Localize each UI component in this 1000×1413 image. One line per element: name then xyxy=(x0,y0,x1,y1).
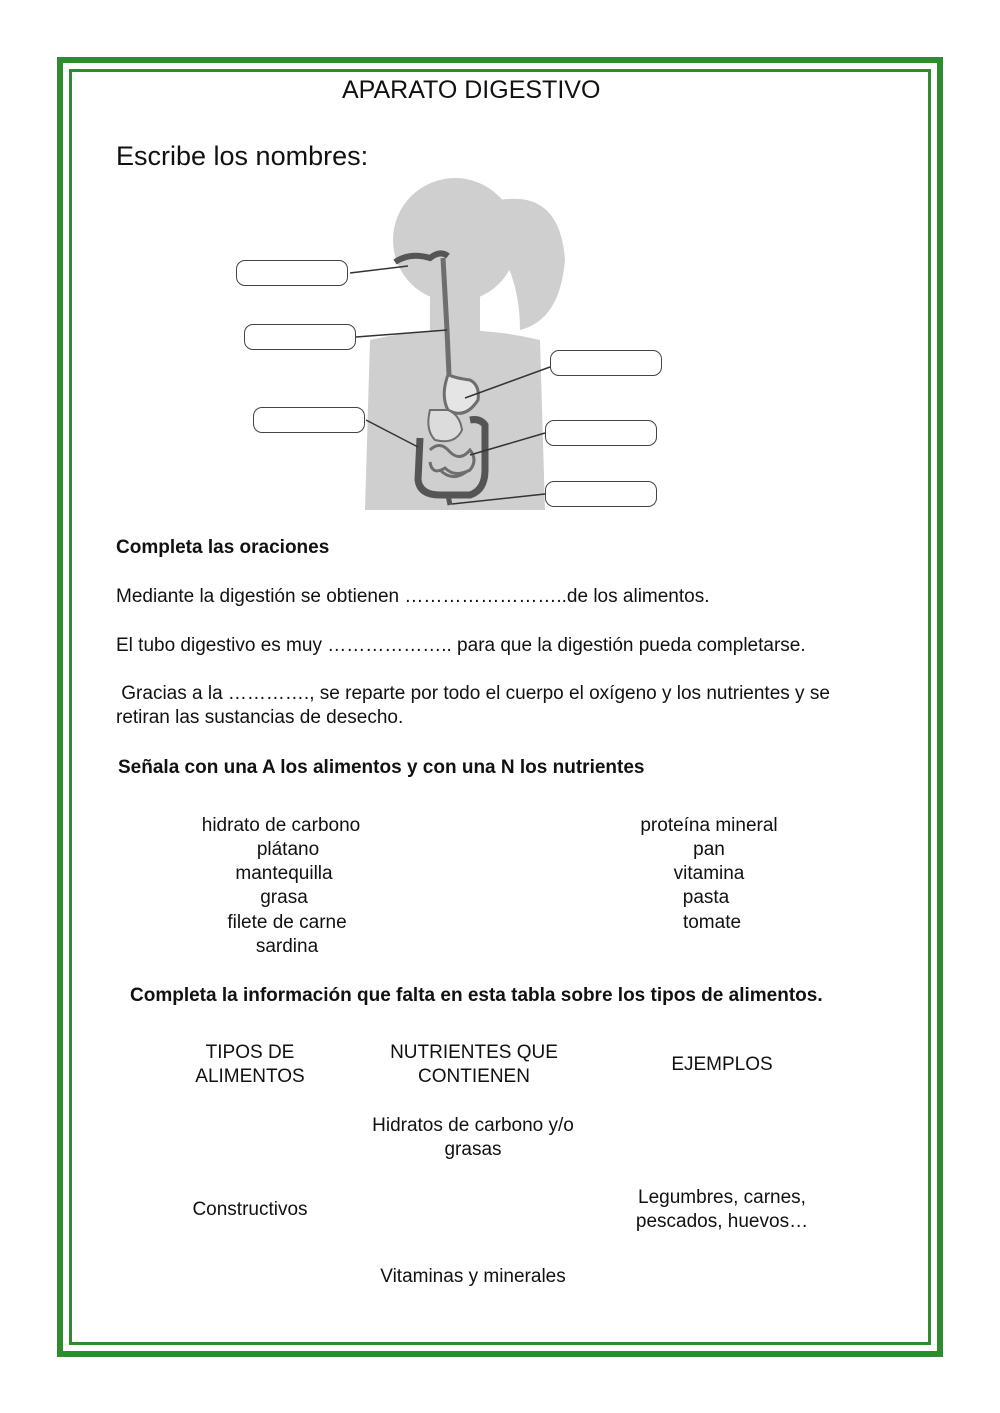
table-header-nutrients-line-1: NUTRIENTES QUE xyxy=(390,1042,558,1063)
table-cell-row2-type: Constructivos xyxy=(192,1199,308,1220)
section-heading-food-nutrients: Señala con una A los alimentos y con una N los nutrientes xyxy=(118,757,645,778)
food-item-left: mantequilla xyxy=(235,863,333,884)
table-cell-row2-examples xyxy=(612,1186,832,1234)
organ-label-box[interactable] xyxy=(244,324,356,350)
organ-label-box[interactable] xyxy=(253,407,365,433)
child-silhouette xyxy=(365,178,565,510)
food-item-left: sardina xyxy=(255,936,319,957)
section-heading-food-types-table: Completa la información que falta en esta tabla sobre los tipos de alimentos. xyxy=(130,985,823,1006)
sentence-2: El tubo digestivo es muy ……………….. para que la digestión pueda completarse. xyxy=(116,635,806,656)
table-cell-row3-nutrients: Vitaminas y minerales xyxy=(380,1266,566,1287)
food-item-right: tomate xyxy=(682,912,742,933)
food-item-left: grasa xyxy=(260,887,308,908)
food-item-left: hidrato de carbono xyxy=(201,815,361,836)
sentence-3-line-2: retiran las sustancias de desecho. xyxy=(116,707,404,728)
table-cell-row1-nutrients-line-1: Hidratos de carbono y/o xyxy=(372,1115,574,1136)
instruction-write-names: Escribe los nombres: xyxy=(116,141,369,171)
table-header-examples: EJEMPLOS xyxy=(671,1054,773,1075)
table-header-types xyxy=(170,1041,330,1089)
table-header-types-line-2: ALIMENTOS xyxy=(195,1066,305,1087)
section-heading-complete-sentences: Completa las oraciones xyxy=(116,537,330,558)
organ-label-box[interactable] xyxy=(545,481,657,507)
table-cell-row1-nutrients-line-2: grasas xyxy=(444,1139,502,1160)
food-item-right: pasta xyxy=(682,887,730,908)
table-header-nutrients-line-2: CONTIENEN xyxy=(418,1066,530,1087)
organ-label-box[interactable] xyxy=(550,350,662,376)
table-cell-row2-examples-line-1: Legumbres, carnes, xyxy=(638,1187,806,1208)
digestive-system-diagram xyxy=(0,0,1000,520)
food-item-right: proteína mineral xyxy=(640,815,778,836)
food-item-right: vitamina xyxy=(673,863,745,884)
sentence-1: Mediante la digestión se obtienen ……………………..de los alimentos. xyxy=(116,586,710,607)
table-cell-row1-nutrients xyxy=(343,1114,603,1162)
page-title: APARATO DIGESTIVO xyxy=(342,76,601,104)
sentence-3-line-1: Gracias a la …………., se reparte por todo el cuerpo el oxígeno y los nutrientes y se xyxy=(116,683,830,704)
organ-label-box[interactable] xyxy=(236,260,348,286)
organ-label-box[interactable] xyxy=(545,420,657,446)
food-item-left: plátano xyxy=(256,839,320,860)
table-header-types-line-1: TIPOS DE xyxy=(205,1042,295,1063)
table-header-nutrients xyxy=(364,1041,584,1089)
food-item-right: pan xyxy=(693,839,725,860)
table-cell-row2-examples-line-2: pescados, huevos… xyxy=(635,1211,809,1232)
food-item-left: filete de carne xyxy=(227,912,347,933)
